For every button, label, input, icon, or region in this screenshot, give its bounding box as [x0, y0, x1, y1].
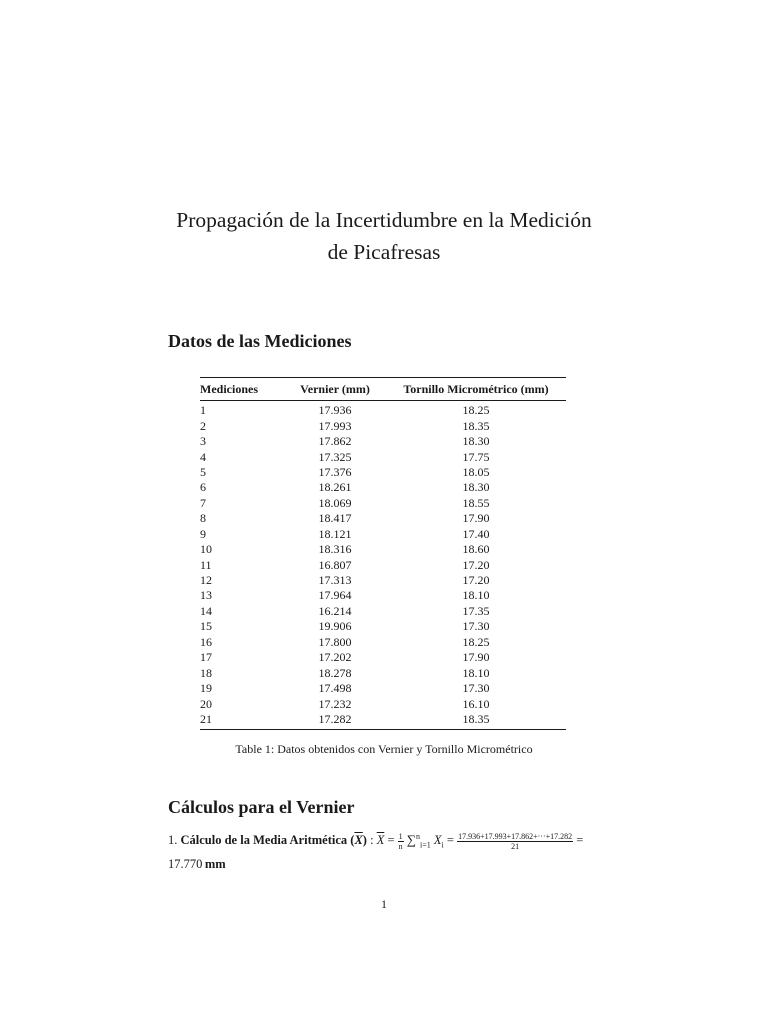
- xi-symbol: X: [433, 833, 442, 848]
- cell-medicion: 17: [200, 650, 212, 665]
- summation-symbol: ∑: [406, 832, 417, 848]
- page-number: 1: [381, 897, 387, 911]
- table-row: [200, 635, 566, 650]
- cell-tornillo: 17.30: [462, 681, 490, 696]
- cell-tornillo: 16.10: [462, 696, 490, 711]
- cell-tornillo: 17.20: [462, 573, 490, 588]
- column-header-tornillo: Tornillo Micrométrico (mm): [403, 381, 549, 396]
- document-title: [0, 204, 768, 268]
- table-caption: Table 1: Datos obtenidos con Vernier y Tornillo Micrométrico: [235, 742, 533, 756]
- mean-symbol-2: $\overline{X}$: [376, 833, 385, 848]
- cell-tornillo: 18.60: [462, 542, 490, 557]
- cell-medicion: 3: [200, 434, 206, 449]
- table-row: [200, 511, 566, 526]
- cell-medicion: 9: [200, 526, 206, 541]
- cell-tornillo: 18.55: [462, 495, 490, 510]
- one-over-n-fraction: $\frac{1}{n}$: [398, 831, 403, 851]
- table-row: [200, 604, 566, 619]
- cell-tornillo: 17.20: [462, 557, 490, 572]
- cell-vernier: 17.282: [318, 711, 352, 726]
- cell-medicion: 19: [200, 681, 212, 696]
- table-row: [200, 712, 566, 730]
- table-row: [200, 527, 566, 542]
- table-row: [200, 557, 566, 572]
- table-row: [200, 696, 566, 711]
- cell-medicion: 14: [200, 603, 212, 618]
- mean-result: 17.770: [168, 856, 203, 871]
- cell-medicion: 8: [200, 511, 206, 526]
- cell-vernier: 17.202: [318, 650, 352, 665]
- cell-vernier: 17.993: [318, 418, 352, 433]
- cell-tornillo: 18.25: [462, 634, 490, 649]
- mean-calculation-item: 1. Cálculo de la Media Aritmética $(\overline{X})$ : $\overline{X}$ = $\frac{1}{n}$ ∑$^n_{i=1}$ $X_i$ = $\frac{17.936+17.993+17.862+\cdot\cdot\cdot+17.282}{21}$ = 17.770 mm: [168, 831, 584, 871]
- table-row: [200, 465, 566, 480]
- cell-vernier: 17.313: [318, 573, 352, 588]
- cell-vernier: 18.278: [318, 665, 352, 680]
- cell-vernier: 17.498: [318, 681, 352, 696]
- cell-vernier: 17.936: [318, 403, 352, 418]
- cell-vernier: 19.906: [318, 619, 352, 634]
- cell-tornillo: 17.90: [462, 511, 490, 526]
- table-row: [200, 588, 566, 603]
- table-row: [200, 449, 566, 464]
- cell-medicion: 2: [200, 418, 206, 433]
- title-line-2: de Picafresas: [327, 240, 441, 264]
- cell-medicion: 7: [200, 495, 206, 510]
- cell-vernier: 18.121: [318, 526, 352, 541]
- title-line-1: Propagación de la Incertidumbre en la Medición: [176, 208, 592, 232]
- table-row: [200, 434, 566, 449]
- cell-tornillo: 18.05: [462, 464, 490, 479]
- table-row: [200, 650, 566, 665]
- table-row: [200, 480, 566, 495]
- cell-medicion: 12: [200, 573, 212, 588]
- cell-vernier: 17.376: [318, 464, 352, 479]
- table-row: [200, 401, 566, 419]
- column-header-vernier: Vernier (mm): [300, 381, 370, 396]
- cell-vernier: 16.807: [318, 557, 352, 572]
- cell-tornillo: 17.40: [462, 526, 490, 541]
- section-heading-calculos: Cálculos para el Vernier: [168, 797, 355, 817]
- column-header-mediciones: Mediciones: [200, 381, 258, 396]
- cell-tornillo: 17.75: [462, 449, 490, 464]
- mean-symbol: $\overline{X}$: [354, 833, 363, 848]
- cell-medicion: 4: [200, 449, 206, 464]
- cell-vernier: 18.261: [318, 480, 352, 495]
- section-heading-datos: Datos de las Mediciones: [168, 331, 352, 351]
- item-label: Cálculo de la Media Aritmética: [180, 833, 348, 848]
- cell-medicion: 13: [200, 588, 212, 603]
- table-row: [200, 681, 566, 696]
- item-number: 1.: [168, 833, 178, 848]
- table-row: [200, 542, 566, 557]
- table-row: [200, 619, 566, 634]
- cell-tornillo: 18.30: [462, 480, 490, 495]
- cell-vernier: 17.964: [318, 588, 352, 603]
- cell-tornillo: 18.25: [462, 403, 490, 418]
- cell-vernier: 17.800: [318, 634, 352, 649]
- cell-medicion: 20: [200, 696, 212, 711]
- cell-tornillo: 17.30: [462, 619, 490, 634]
- sum-fraction: $\frac{17.936+17.993+17.862+\cdot\cdot\cdot+17.282}{21}$: [458, 831, 573, 851]
- cell-vernier: 16.214: [318, 603, 352, 618]
- cell-medicion: 6: [200, 480, 206, 495]
- cell-vernier: 17.232: [318, 696, 352, 711]
- cell-tornillo: 17.35: [462, 603, 490, 618]
- cell-vernier: 17.325: [318, 449, 352, 464]
- cell-vernier: 18.316: [318, 542, 352, 557]
- measurements-table: [200, 377, 566, 730]
- cell-medicion: 5: [200, 464, 206, 479]
- cell-vernier: 18.069: [318, 495, 352, 510]
- table-body: [200, 401, 566, 730]
- cell-tornillo: 18.35: [462, 711, 490, 726]
- table-row: [200, 418, 566, 433]
- cell-medicion: 11: [200, 557, 212, 572]
- cell-tornillo: 18.10: [462, 588, 490, 603]
- cell-tornillo: 18.10: [462, 665, 490, 680]
- cell-medicion: 10: [200, 542, 212, 557]
- mean-unit: mm: [204, 856, 226, 871]
- cell-medicion: 16: [200, 634, 212, 649]
- cell-medicion: 1: [200, 403, 206, 418]
- cell-tornillo: 17.90: [462, 650, 490, 665]
- cell-medicion: 21: [200, 711, 212, 726]
- cell-vernier: 17.862: [318, 434, 352, 449]
- cell-tornillo: 18.30: [462, 434, 490, 449]
- table-row: [200, 665, 566, 680]
- cell-medicion: 15: [200, 619, 212, 634]
- table-row: [200, 573, 566, 588]
- cell-tornillo: 18.35: [462, 418, 490, 433]
- cell-vernier: 18.417: [318, 511, 352, 526]
- cell-medicion: 18: [200, 665, 212, 680]
- table-header-row: [200, 378, 566, 401]
- table-row: [200, 496, 566, 511]
